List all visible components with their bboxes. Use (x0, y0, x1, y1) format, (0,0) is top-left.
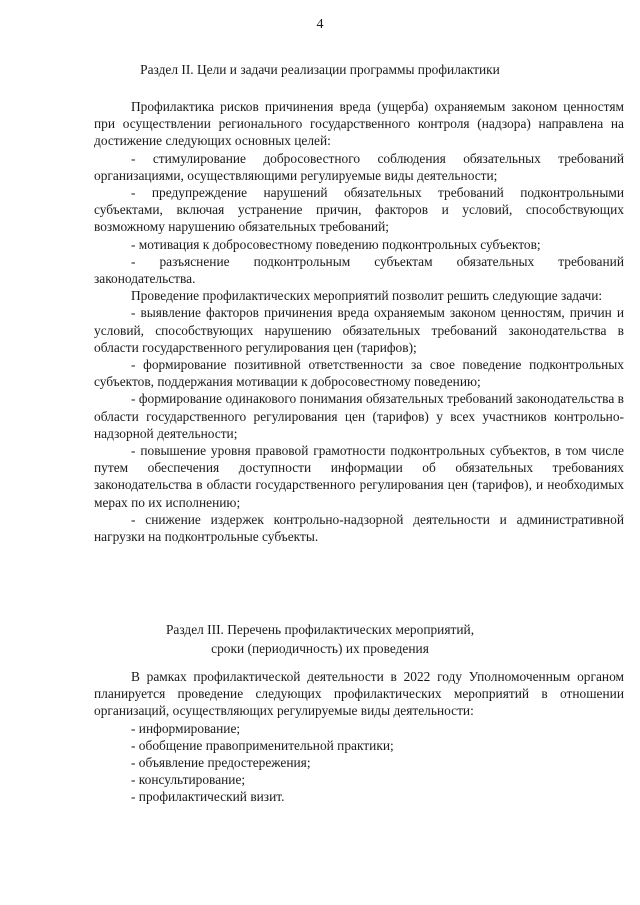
page-number: 4 (316, 17, 324, 32)
section-3-title-line-1: Раздел III. Перечень профилактических мероприятий, (165, 622, 475, 637)
task-item: - выявление факторов причинения вреда охраняемым законом ценностям, причин и условий, способствующих нарушению обязательных требований законодательства в области государственного регулирования цен (тарифов); (94, 305, 624, 355)
task-item: - формирование позитивной ответственности за свое поведение подконтрольных субъектов, поддержания мотивации к добросовестному поведению; (94, 357, 624, 390)
measure-item: - профилактический визит. (131, 789, 285, 805)
section-3-title-line-2: сроки (периодичность) их проведения (211, 640, 429, 656)
section-3-title (0, 621, 640, 658)
goal-item: - предупреждение нарушений обязательных требований подконтрольными субъектами, включая устранение причин, факторов и условий, способствующих возможному нарушению обязательных требований; (94, 185, 624, 235)
measures-intro-paragraph: В рамках профилактической деятельности в 2022 году Уполномоченным органом планируется проведение следующих профилактических мероприятий в отношении организаций, осуществляющих регулируемые виды деятельности: (94, 669, 624, 719)
section-3-body (94, 668, 624, 806)
measure-item: - объявление предостережения; (131, 755, 311, 771)
task-item: - повышение уровня правовой грамотности подконтрольных субъектов, в том числе путем обеспечения доступности информации об обязательных требованиях законодательства в области государственного регулирования цен (тарифов), и необходимых мерах по их исполнению; (94, 443, 624, 510)
section-2-title: Раздел II. Цели и задачи реализации программы профилактики (140, 62, 500, 77)
task-item: - снижение издержек контрольно-надзорной деятельности и административной нагрузки на подконтрольные субъекты. (94, 511, 624, 545)
measure-item: - информирование; (131, 720, 241, 736)
measure-item: - обобщение правоприменительной практики; (131, 737, 394, 753)
section-2-body (94, 98, 624, 545)
measure-item: - консультирование; (131, 772, 246, 788)
goal-item: - разъяснение подконтрольным субъектам обязательных требований законодательства. (94, 253, 624, 287)
task-item: - формирование одинакового понимания обязательных требований законодательства в области государственного регулирования цен (тарифов) у всех участников контрольно-надзорной деятельности; (94, 391, 624, 441)
goal-item: - стимулирование добросовестного соблюдения обязательных требований организациями, осуществляющими регулируемые виды деятельности; (94, 150, 624, 183)
goals-intro-paragraph: Профилактика рисков причинения вреда (ущерба) охраняемым законом ценностям при осуществлении регионального государственного контроля (надзора) направлена на достижение следующих основных целей: (94, 99, 624, 149)
goal-item: - мотивация к добросовестному поведению подконтрольных субъектов; (131, 236, 541, 252)
tasks-intro-paragraph: Проведение профилактических мероприятий позволит решить следующие задачи: (131, 288, 603, 304)
